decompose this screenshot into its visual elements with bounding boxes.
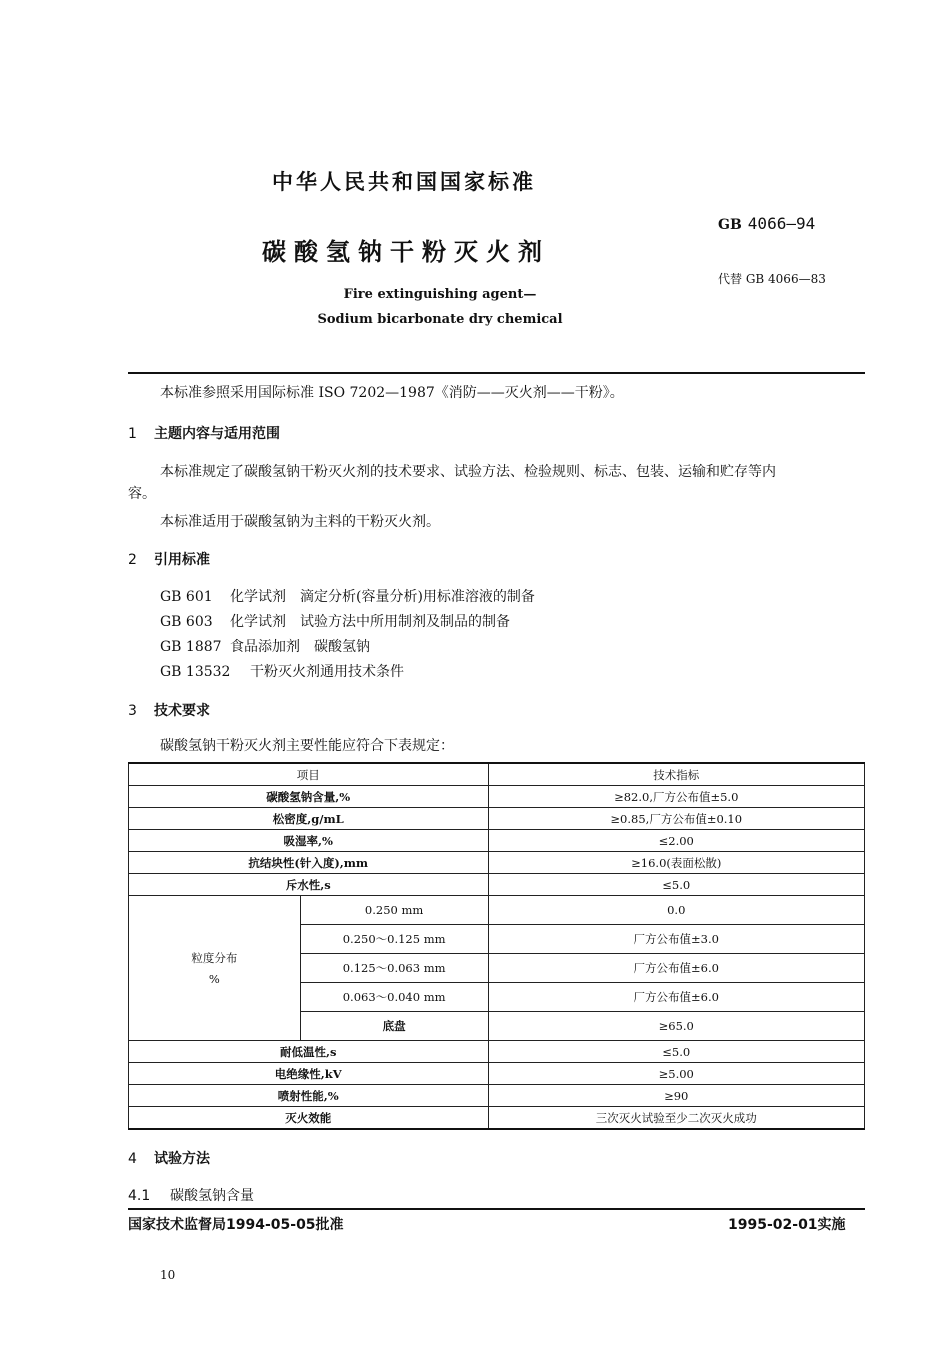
section-title: 试验方法 [154, 1151, 210, 1167]
table-row [129, 830, 865, 852]
reference-item [160, 636, 370, 656]
section-2-heading [128, 549, 210, 569]
replaces-note: 代替 GB 4066—83 [718, 272, 826, 286]
intro-paragraph: 本标准参照采用国际标准 ISO 7202—1987《消防——灭火剂——干粉》。 [160, 385, 624, 401]
page-number: 10 [160, 1268, 176, 1282]
spec-cell: ≥5.00 [488, 1063, 865, 1085]
section-4-heading [128, 1148, 210, 1168]
spec-cell: ≥90 [488, 1085, 865, 1107]
section-3-heading [128, 700, 210, 720]
gb-number [718, 214, 815, 233]
section-number: 2 [128, 552, 137, 568]
spec-cell: 三次灭火试验至少二次灭火成功 [488, 1107, 865, 1130]
item-cell: 喷射性能,% [129, 1085, 489, 1107]
reference-code: GB 603 [160, 614, 213, 630]
table-header-row [129, 763, 865, 786]
table-row [129, 1085, 865, 1107]
gb-prefix: GB [718, 217, 742, 233]
range-cell: 0.125～0.063 mm [300, 954, 488, 983]
granularity-label-cell [129, 896, 301, 1041]
item-cell: 斥水性,s [129, 874, 489, 896]
table-row [129, 1041, 865, 1063]
reference-item [160, 661, 404, 681]
national-standard-heading: 中华人民共和国国家标准 [272, 170, 536, 194]
item-cell: 电绝缘性,kV [129, 1063, 489, 1085]
spec-cell: ≥65.0 [488, 1012, 865, 1041]
document-title-en-line1: Fire extinguishing agent— [343, 287, 537, 302]
item-cell: 碳酸氢钠含量,% [129, 786, 489, 808]
approval-note: 国家技术监督局1994-05-05批准 [128, 1217, 344, 1233]
section-number: 3 [128, 703, 137, 719]
section-number: 1 [128, 426, 137, 442]
subsection-title: 碳酸氢钠含量 [170, 1188, 254, 1204]
table-row [129, 874, 865, 896]
table-row [129, 1107, 865, 1130]
section-title: 引用标准 [154, 552, 210, 568]
footer-divider [128, 1208, 865, 1210]
subsection-4-1-heading [128, 1185, 254, 1205]
range-cell: 0.250 mm [300, 896, 488, 925]
reference-item [160, 611, 510, 631]
reference-item [160, 586, 535, 606]
range-cell: 0.063～0.040 mm [300, 983, 488, 1012]
range-cell: 底盘 [300, 1012, 488, 1041]
granularity-label: 粒度分布 [191, 951, 238, 965]
section-number: 4 [128, 1151, 137, 1167]
section-title: 主题内容与适用范围 [154, 426, 280, 442]
spec-table [128, 762, 865, 1130]
spec-cell: 0.0 [488, 896, 865, 925]
section-1-para-1-cont: 容。 [128, 486, 156, 502]
spec-cell: ≥16.0(表面松散) [488, 852, 865, 874]
spec-cell: ≥82.0,厂方公布值±5.0 [488, 786, 865, 808]
item-cell: 松密度,g/mL [129, 808, 489, 830]
item-cell: 吸湿率,% [129, 830, 489, 852]
reference-code: GB 601 [160, 589, 213, 605]
spec-cell: ≤2.00 [488, 830, 865, 852]
effective-date: 1995-02-01实施 [728, 1217, 846, 1233]
spec-cell: ≥0.85,厂方公布值±0.10 [488, 808, 865, 830]
table-row [129, 808, 865, 830]
col-header-spec: 技术指标 [488, 763, 865, 786]
item-cell: 抗结块性(针入度),mm [129, 852, 489, 874]
document-title-en-line2: Sodium bicarbonate dry chemical [317, 312, 563, 327]
document-title-cn: 碳酸氢钠干粉灭火剂 [262, 238, 550, 266]
table-row [129, 1063, 865, 1085]
header-divider [128, 372, 865, 374]
section-3-lead: 碳酸氢钠干粉灭火剂主要性能应符合下表规定： [160, 738, 454, 754]
spec-cell: 厂方公布值±6.0 [488, 954, 865, 983]
col-header-item: 项目 [129, 763, 489, 786]
section-1-para-2: 本标准适用于碳酸氢钠为主料的干粉灭火剂。 [160, 514, 440, 530]
reference-title: 化学试剂 滴定分析(容量分析)用标准溶液的制备 [230, 589, 535, 605]
reference-code: GB 13532 [160, 664, 231, 680]
gb-number-value: 4066—94 [747, 214, 816, 233]
table-row [129, 852, 865, 874]
range-cell: 0.250～0.125 mm [300, 925, 488, 954]
reference-title: 化学试剂 试验方法中所用制剂及制品的制备 [230, 614, 510, 630]
section-title: 技术要求 [154, 703, 210, 719]
section-1-heading [128, 423, 280, 443]
subsection-number: 4.1 [128, 1188, 151, 1204]
item-cell: 灭火效能 [129, 1107, 489, 1130]
table-row [129, 896, 865, 925]
reference-code: GB 1887 [160, 639, 222, 655]
section-1-para-1: 本标准规定了碳酸氢钠干粉灭火剂的技术要求、试验方法、检验规则、标志、包装、运输和贮存等内 [160, 464, 776, 480]
item-cell: 耐低温性,s [129, 1041, 489, 1063]
reference-title: 干粉灭火剂通用技术条件 [250, 664, 404, 680]
spec-cell: ≤5.0 [488, 874, 865, 896]
spec-cell: ≤5.0 [488, 1041, 865, 1063]
granularity-unit: % [208, 972, 220, 986]
reference-title: 食品添加剂 碳酸氢钠 [230, 639, 370, 655]
table-row [129, 786, 865, 808]
spec-cell: 厂方公布值±3.0 [488, 925, 865, 954]
spec-cell: 厂方公布值±6.0 [488, 983, 865, 1012]
